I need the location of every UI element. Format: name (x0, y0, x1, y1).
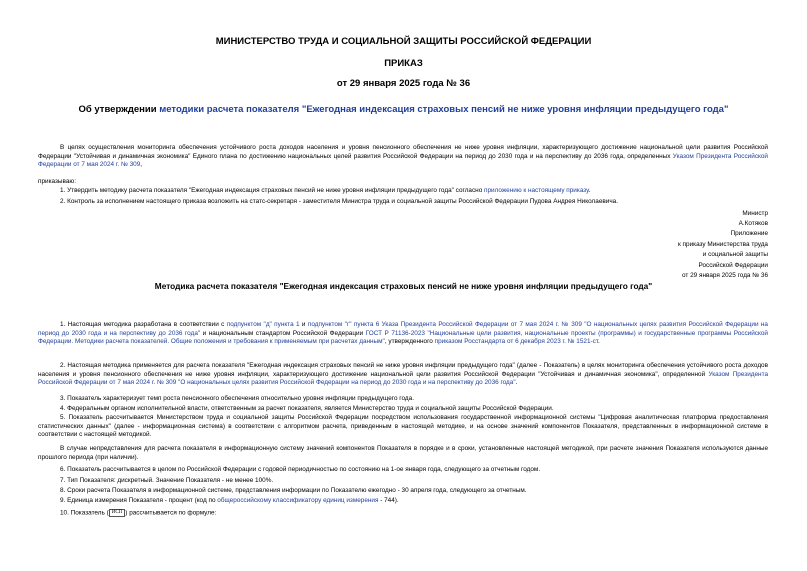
p9-text-b: - 744). (378, 497, 399, 504)
appendix-date: от 29 января 2025 года № 36 (682, 272, 768, 279)
signature-position: Министр (742, 210, 768, 217)
ministry-heading: МИНИСТЕРСТВО ТРУДА И СОЦИАЛЬНОЙ ЗАЩИТЫ РОССИЙСКОЙ ФЕДЕРАЦИИ (215, 36, 592, 47)
method-paragraph-8: 8. Сроки расчета Показателя в информационной системе, представления информации по Показателю ежегодно - 30 апреля года, следующего за отчетным. (60, 487, 527, 494)
method-paragraph-7: 7. Тип Показателя: дискретный. Значение Показателя - не менее 100%. (60, 477, 274, 484)
order-item-1-end: . (588, 187, 591, 194)
preamble-text-end: , (140, 161, 143, 169)
p1-text-d: , утвержденного (384, 338, 435, 346)
formula-isp: ИСП (109, 509, 126, 517)
doc-type-heading: ПРИКАЗ (384, 58, 423, 69)
p1-text-c: и национальным стандартом Российской Федерации (200, 329, 366, 337)
order-item-1 (38, 187, 790, 196)
method-paragraph-3: 3. Показатель характеризует темп роста пенсионного обеспечения относительно уровня инфляции предыдущего года. (60, 395, 414, 402)
method-paragraph-10 (38, 509, 790, 518)
appendix-rf: Российской Федерации (698, 262, 768, 269)
p9-text-a: 9. Единица измерения Показателя - процент (код по (60, 497, 218, 504)
appendix-and-social: и социальной защиты (702, 251, 768, 258)
method-paragraph-5: 5. Показатель рассчитывается Министерством труда и социальной защиты Российской Федерации посредством использования государственной информационной системы "Цифровая аналитическая платформа предоставления статистических данных" (далее - информационная система) в соответствии с алгоритмом расчета, приведенным в настоящей методике, и на основе значений компонентов Показателя, представленных в информационной системе в соответствии с настоящей методикой. (38, 414, 768, 439)
p10-text-a: 10. Показатель ( (60, 509, 109, 517)
appendix-link[interactable]: приложению к настоящему приказу (484, 187, 589, 194)
p1-link-rosstandart[interactable]: приказом Росстандарта от 6 декабря 2023 г. № 1521-ст (434, 338, 599, 346)
appendix-label: Приложение (730, 230, 768, 237)
p1-text-e: . (598, 338, 600, 346)
signature-name: А.Котяков (738, 220, 768, 227)
appendix-to-order: к приказу Министерства труда (677, 241, 768, 248)
order-item-1-text: 1. Утвердить методику расчета показателя "Ежегодная индексация страховых пенсий не ниже уровня инфляции предыдущего года" согласно (60, 187, 485, 194)
preamble-text: В целях осуществления мониторинга обеспечения устойчивого роста доходов населения и уровня пенсионного обеспечения не ниже уровня инфляции, характеризующего достижение национальной цели развития Российской Федерации "Устойчивая и динамичная экономика" Единого плана по достижению национальных целей развития Российской Федерации на период до 2030 года и на перспективу до 2036 года, определенных (38, 144, 768, 160)
p2-text-a: 2. Настоящая методика применяется для расчета показателя "Ежегодная индексация страховых пенсий не ниже уровня инфляции предыдущего года" (далее - Показатель) в целях мониторинга обеспечения устойчивого роста доходов населения и уровня пенсионного обеспечения не ниже уровня инфляции, характеризующего достижение национальной цели развития Российской Федерации "Устойчивая и динамичная экономика", определенной (38, 362, 768, 378)
p1-text-b: и (299, 321, 308, 328)
order-title (0, 104, 807, 115)
doc-date-number: от 29 января 2025 года № 36 (336, 78, 471, 89)
method-paragraph-9 (38, 497, 790, 506)
p1-link-gost[interactable]: ГОСТ Р 71136-2023 "Национальные цели развития, национальные проекты (программы) и государственные программы Российской Федерации. Методики расчета показателей. Общие положения и требования к применяемым при расчетах данным" (38, 329, 768, 346)
preamble-decree-link[interactable]: Указом Президента Российской Федерации от 7 мая 2024 г. № 309 (38, 152, 769, 169)
method-paragraph-4: 4. Федеральным органом исполнительной власти, ответственным за расчет показателя, является Министерство труда и социальной защиты Российской Федерации. (60, 405, 554, 412)
order-title-link[interactable]: методики расчета показателя "Ежегодная индексация страховых пенсий не ниже уровня инфляции предыдущего года" (159, 104, 729, 115)
preamble-paragraph (38, 144, 768, 170)
method-paragraph-6: 6. Показатель рассчитывается в целом по Российской Федерации с годовой периодичностью по состоянию на 1-ое января года, следующего за отчетным годом. (60, 466, 541, 473)
p1-link-subpoint-d[interactable]: подпунктом "д" пункта 1 (226, 321, 300, 328)
p9-link-okei[interactable]: общероссийскому классификатору единиц измерения (217, 497, 379, 504)
p2-text-b: . (515, 379, 518, 387)
p1-text-a: 1. Настоящая методика разработана в соответствии с (60, 321, 227, 328)
p1-link-decree[interactable]: подпунктом "г" пункта 6 Указа Президента Российской Федерации от 7 мая 2024 г. № 309 "О национальных целях развития Российской Федерации на период до 2030 года и на перспективу до 2036 года" (38, 321, 768, 337)
p2-link-decree[interactable]: Указом Президента Российской Федерации от 7 мая 2024 г. № 309 "О национальных целях развития Российской Федерации на период до 2030 года и на перспективу до 2036 года" (38, 370, 768, 387)
order-item-2: 2. Контроль за исполнением настоящего приказа возложить на статс-секретаря - заместителя Министра труда и социальной защиты Российской Федерации Пудова Андрея Николаевича. (60, 198, 618, 205)
order-title-prefix: Об утверждении (78, 104, 160, 115)
p10-text-b: ) рассчитывается по формуле: (125, 509, 217, 517)
method-paragraph-2 (38, 362, 768, 388)
method-paragraph-1 (38, 321, 768, 347)
method-title: Методика расчета показателя "Ежегодная индексация страховых пенсий не ниже уровня инфляции предыдущего года" (154, 281, 653, 291)
order-word: приказываю: (38, 178, 76, 185)
method-paragraph-5b: В случае непредставления для расчета показателя в информационную систему значений компонентов Показателя в порядке и в сроки, установленные настоящей методикой, при расчете значения Показателя используются данные прошлого периода (при наличии). (38, 445, 768, 461)
